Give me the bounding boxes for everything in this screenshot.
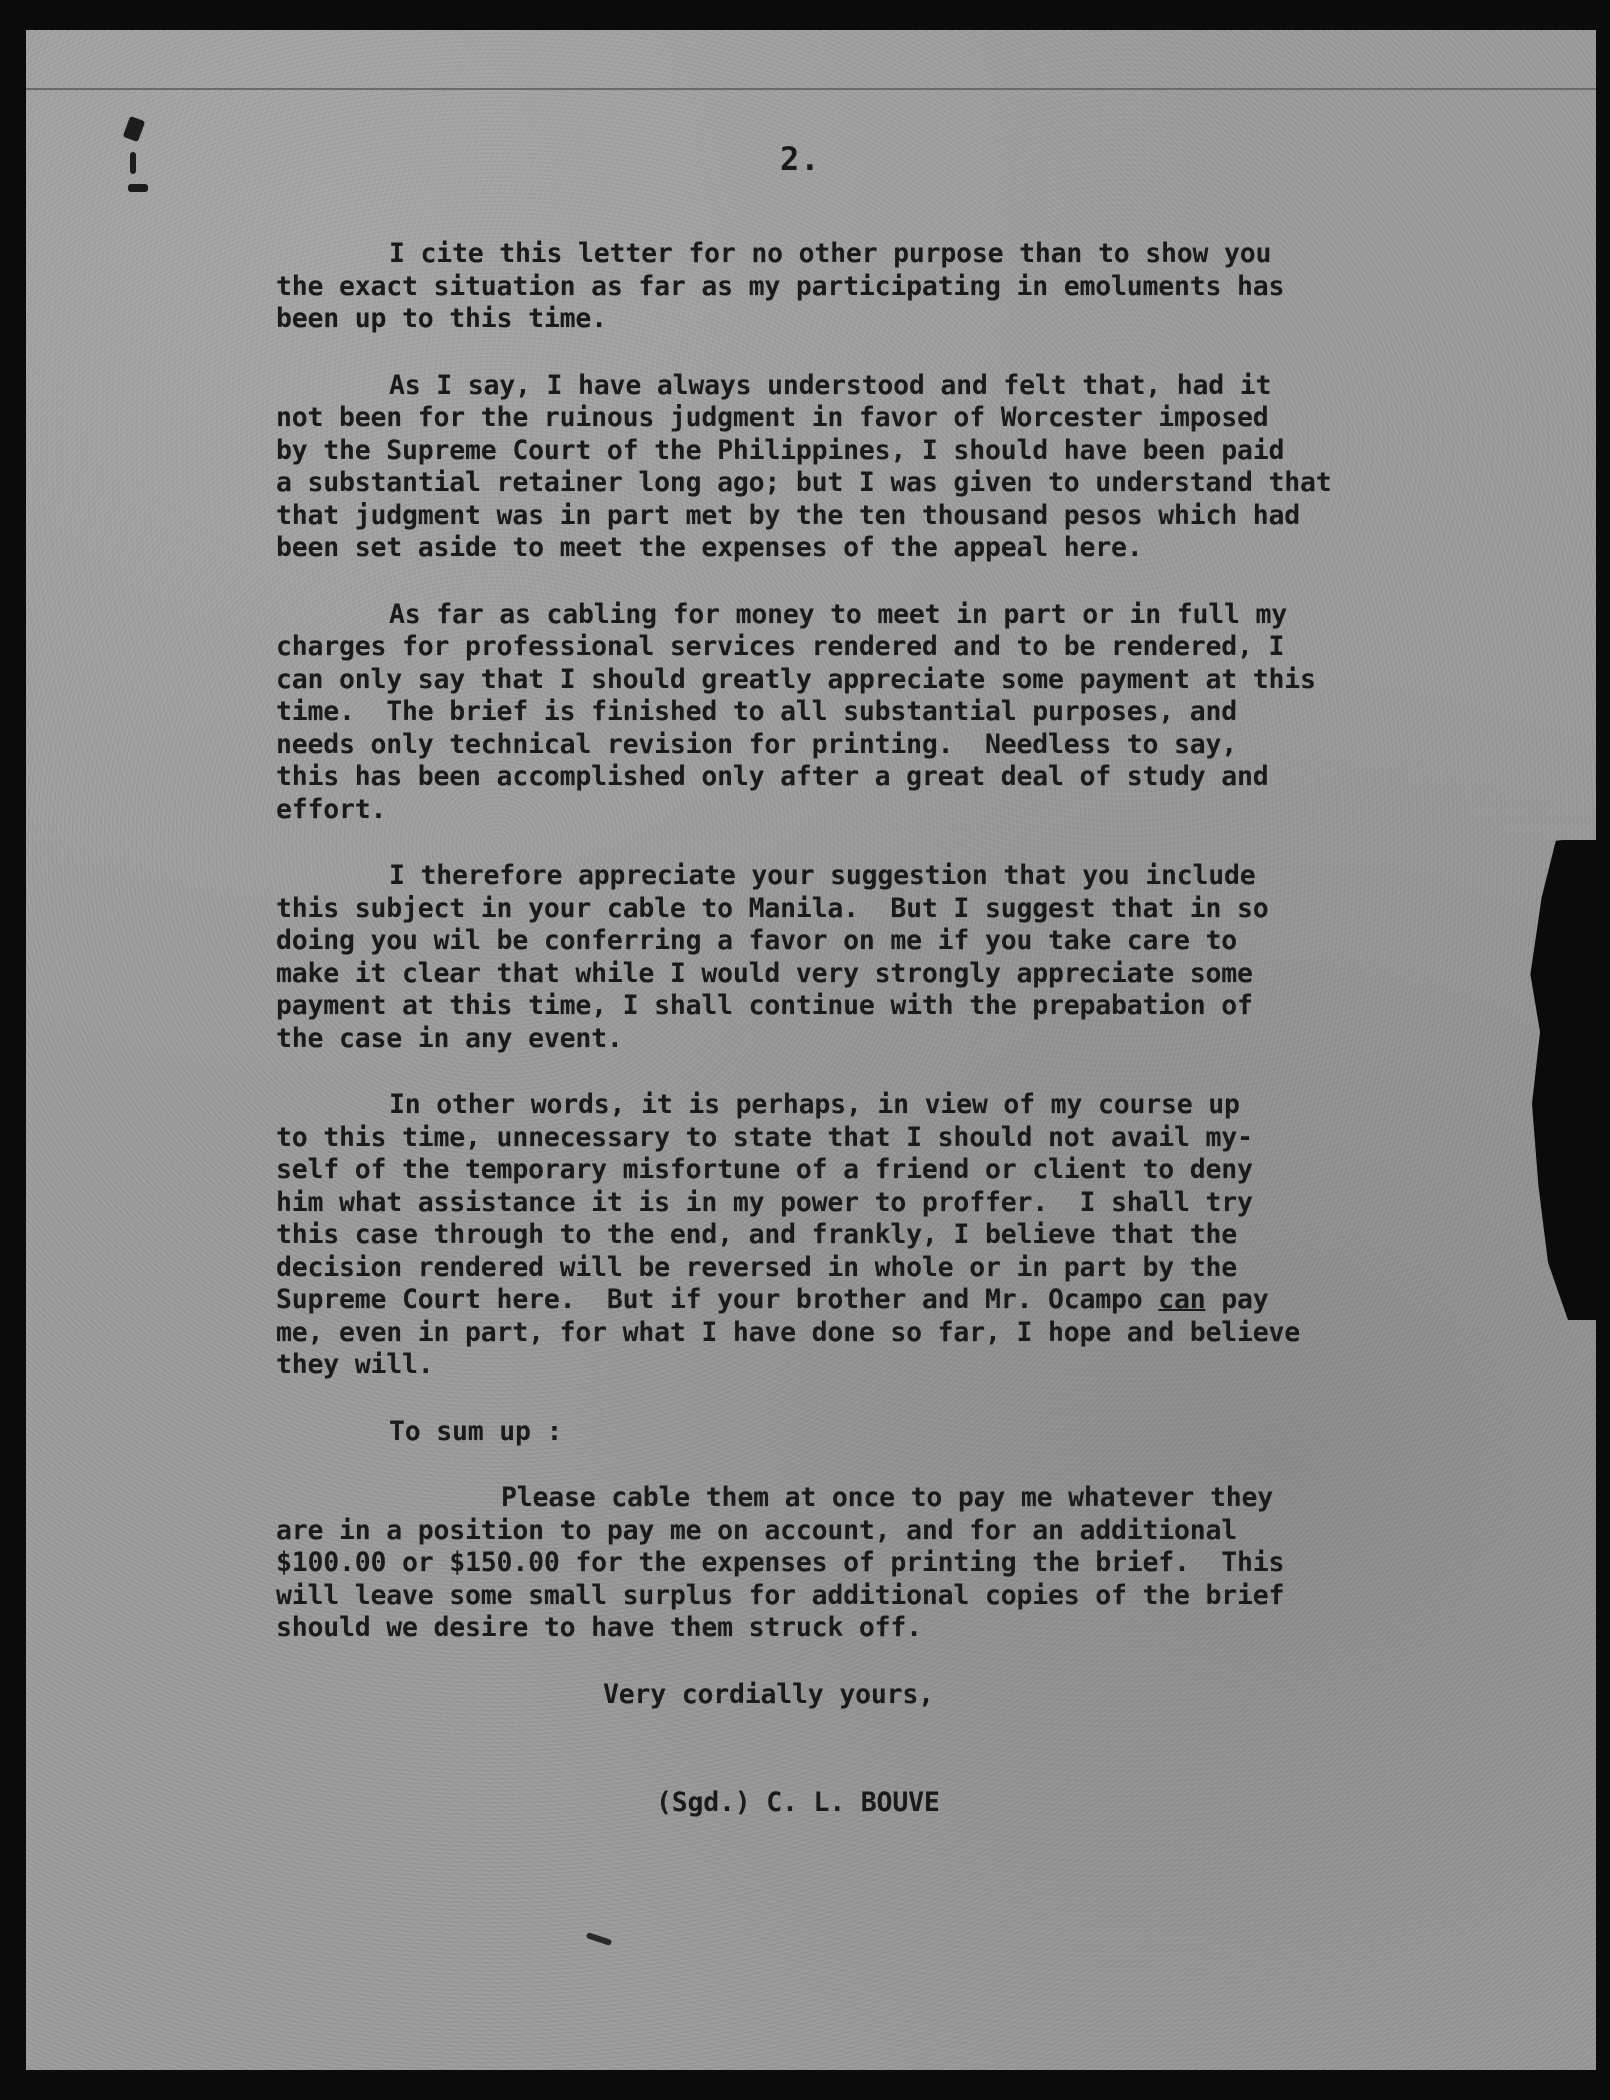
text-line: I therefore appreciate your suggestion that you include <box>389 860 1256 891</box>
text-line: As far as cabling for money to meet in part or in full my <box>389 598 1287 630</box>
text-line: him what assistance it is in my power to proffer. I shall try <box>276 1186 1253 1218</box>
text-line: should we desire to have them struck off. <box>276 1612 922 1643</box>
text-line: not been for the ruinous judgment in favor of Worcester imposed <box>276 402 1269 433</box>
text-line: this subject in your cable to Manila. But I suggest that in so <box>276 892 1269 924</box>
text-line: the case in any event. <box>276 1022 623 1054</box>
text-line: Please cable them at once to pay me whatever they <box>501 1482 1273 1513</box>
text-line: time. The brief is finished to all substantial purposes, and <box>276 696 1238 727</box>
request-paragraph <box>276 1482 1386 1645</box>
text-line: In other words, it is perhaps, in view of my course up <box>389 1089 1240 1120</box>
text-line: doing you wil be conferring a favor on me if you take care to <box>276 925 1238 956</box>
text-segment: Supreme Court here. But if your brother and Mr. Ocampo <box>276 1284 1159 1315</box>
text-line: this has been accomplished only after a great deal of study and <box>276 761 1269 792</box>
text-line: been set aside to meet the expenses of the appeal here. <box>276 532 1143 563</box>
page-top-rule <box>26 88 1596 90</box>
text-line: charges for professional services rendered and to be rendered, I <box>276 631 1285 662</box>
closing: Very cordially yours, <box>603 1678 934 1710</box>
text-line: As I say, I have always understood and felt that, had it <box>389 369 1272 401</box>
text-line: me, even in part, for what I have done so far, I hope and believe <box>276 1316 1301 1348</box>
text-segment: pay <box>1205 1284 1269 1315</box>
letter-body <box>276 238 1386 1820</box>
text-line: needs only technical revision for printing. Needless to say, <box>276 728 1238 760</box>
text-line: can only say that I should greatly appreciate some payment at this <box>276 663 1316 695</box>
paragraph-1 <box>276 238 1386 336</box>
text-line: that judgment was in part met by the ten thousand pesos which had <box>276 499 1301 531</box>
text-line: this case through to the end, and frankly, I believe that the <box>276 1219 1238 1250</box>
ink-smudge <box>586 1932 613 1946</box>
text-line: $100.00 or $150.00 for the expenses of printing the brief. This <box>276 1547 1285 1578</box>
text-line: are in a position to pay me on account, and for an additional <box>276 1514 1238 1546</box>
text-line <box>276 1284 1386 1317</box>
punch-hole-marks <box>104 100 154 220</box>
paragraph-2 <box>276 370 1386 565</box>
text-line: self of the temporary misfortune of a friend or client to deny <box>276 1154 1253 1185</box>
text-line: payment at this time, I shall continue with the prepabation of <box>276 990 1253 1021</box>
text-line: I cite this letter for no other purpose than to show you <box>389 238 1272 269</box>
paragraph-4 <box>276 860 1386 1055</box>
text-line: by the Supreme Court of the Philippines, I should have been paid <box>276 434 1285 466</box>
sum-up-label: To sum up : <box>389 1415 563 1447</box>
signature: (Sgd.) C. L. BOUVE <box>656 1787 940 1818</box>
torn-edge <box>1524 840 1604 1320</box>
text-line: a substantial retainer long ago; but I was given to understand that <box>276 467 1332 498</box>
paragraph-5 <box>276 1089 1386 1382</box>
page-number: 2. <box>780 140 821 178</box>
text-line: to this time, unnecessary to state that I should not avail my- <box>276 1121 1253 1153</box>
text-line: will leave some small surplus for additional copies of the brief <box>276 1579 1285 1611</box>
text-line: been up to this time. <box>276 303 607 334</box>
text-line: they will. <box>276 1349 434 1380</box>
text-line: the exact situation as far as my participating in emoluments has <box>276 270 1285 302</box>
underlined-word: can <box>1158 1284 1206 1315</box>
text-line: decision rendered will be reversed in whole or in part by the <box>276 1251 1238 1283</box>
paragraph-3 <box>276 599 1386 827</box>
text-line: effort. <box>276 793 387 825</box>
text-line: make it clear that while I would very strongly appreciate some <box>276 957 1253 989</box>
